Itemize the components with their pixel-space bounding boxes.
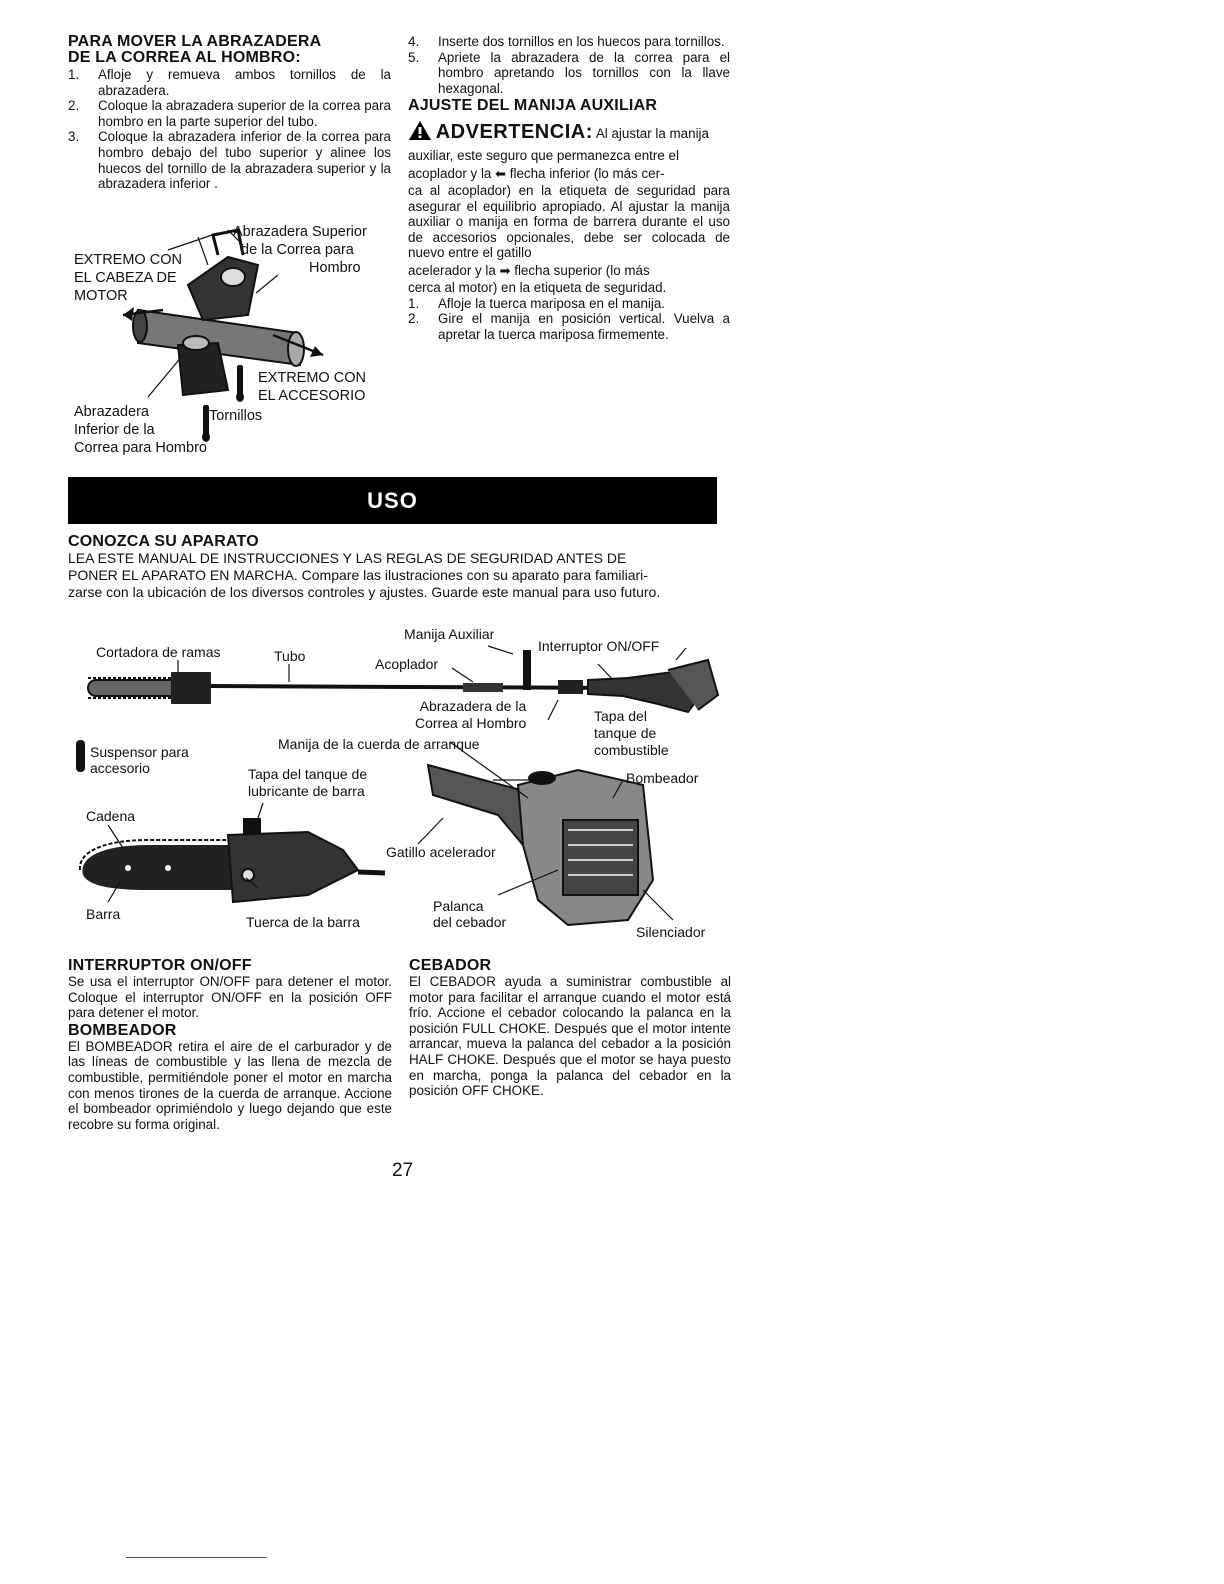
switch-text: Se usa el interruptor ON/OFF para detener el motor. Coloque el interruptor ON/OFF en la posición OFF para detener el motor. — [68, 974, 392, 1021]
know-line: PONER EL APARATO EN MARCHA. Compare las ilustraciones con su aparato para familiari- — [68, 567, 648, 583]
tool-figure — [68, 620, 748, 950]
warning-line: cerca al motor) en la etiqueta de seguridad. — [408, 279, 667, 295]
warning-line: auxiliar, este seguro que permanezca entre el — [408, 148, 679, 164]
banner-title: USO — [367, 488, 418, 513]
label-tapa-combustible: Tapa del tanque de combustible — [594, 708, 669, 758]
clamp-steps-continued — [408, 34, 730, 96]
label-cortadora: Cortadora de ramas — [96, 644, 221, 660]
label-lower-clamp: Abrazadera Inferior de la Correa para Hombro — [74, 404, 207, 456]
bottom-right-column — [409, 958, 731, 1099]
label-manija-aux: Manija Auxiliar — [404, 626, 495, 642]
know-line: LEA ESTE MANUAL DE INSTRUCCIONES Y LAS REGLAS DE SEGURIDAD ANTES DE — [68, 550, 627, 566]
arrow-left-icon: ⬅ — [495, 165, 507, 181]
right-top-column — [408, 34, 730, 342]
label-abrazadera: Abrazadera de la Correa al Hombro — [415, 698, 527, 731]
list-item: 5. Apriete la abrazadera de la correa para el hombro apretando los tornillos con la llave hexagonal. — [408, 49, 730, 96]
list-item: 2. Coloque la abrazadera superior de la correa para hombro en la parte superior del tubo. — [68, 98, 391, 129]
label-manija-cuerda: Manija de la cuerda de arranque — [278, 736, 480, 752]
label-accessory-end: EXTREMO CON EL ACCESORIO — [258, 370, 366, 404]
shoulder-clamp-steps — [68, 67, 391, 192]
footer-rule — [126, 1557, 267, 1558]
label-interruptor: Interruptor ON/OFF — [538, 638, 660, 654]
label-motor-end: EXTREMO CON EL CABEZA DE MOTOR — [74, 252, 182, 304]
know-your-unit-section — [68, 534, 748, 601]
warning-triangle-icon — [408, 120, 432, 148]
aux-handle-steps — [408, 296, 730, 343]
clamp-figure — [68, 215, 408, 460]
arrow-right-icon: ➡ — [499, 262, 511, 278]
know-line: zarse con la ubicación de los diversos controles y ajustes. Guarde este manual para uso futuro. — [68, 584, 661, 600]
list-item: 3. Coloque la abrazadera inferior de la correa para hombro debajo del tubo superior y alinee los huecos del tornillo de la abrazadera superior y la abrazadera inferior . — [68, 129, 391, 192]
choke-title: CEBADOR — [409, 957, 492, 974]
list-item: 1. Afloje la tuerca mariposa en el manija. — [408, 295, 666, 311]
list-item: 1. Afloje y remueva ambos tornillos de la abrazadera. — [68, 67, 391, 98]
label-tapa-lubricante: Tapa del tanque de lubricante de barra — [248, 766, 368, 799]
warning-block — [408, 120, 730, 295]
label-bombeador: Bombeador — [626, 770, 699, 786]
label-silenciador: Silenciador — [636, 924, 706, 940]
label-tuerca: Tuerca de la barra — [246, 914, 360, 930]
shoulder-clamp-title-line2: DE LA CORREA AL HOMBRO: — [68, 49, 301, 66]
choke-text: El CEBADOR ayuda a suministrar combustible al motor para facilitar el arranque cuando el motor está frío. Accione el cebador colocando la palanca en la posición FULL CHOKE. Después que el motor intente arrancar, mueva la palanca del cebador a la posición HALF CHOKE. Después que el motor se haya puesto en marcha, ponga la palanca del cebador en la posición OFF CHOKE. — [409, 974, 731, 1099]
page-number: 27 — [392, 1160, 414, 1181]
label-barra: Barra — [86, 906, 121, 922]
switch-title: INTERRUPTOR ON/OFF — [68, 957, 252, 974]
warning-line: acoplador y la ⬅ flecha inferior (lo más cer- — [408, 165, 665, 181]
uso-banner — [68, 477, 717, 524]
warning-word: ADVERTENCIA: — [435, 121, 593, 144]
label-tubo: Tubo — [274, 648, 306, 664]
warning-line: acelerador y la ➡ flecha superior (lo más — [408, 262, 650, 278]
warning-line: ca al acoplador) en la etiqueta de seguridad para asegurar el equilibrio apropiado. Al ajustar la manija auxiliar o manija en forma de barrera durante el uso de accesorios opcionales, debe ser colocada de nuevo entre el gatillo — [408, 182, 730, 261]
primer-title: BOMBEADOR — [68, 1021, 177, 1039]
label-upper-clamp: Abrazadera Superior de la Correa para Hombro — [233, 224, 367, 276]
label-screws: Tornillos — [209, 408, 263, 424]
know-title: CONOZCA SU APARATO — [68, 533, 259, 550]
shoulder-clamp-section — [68, 34, 391, 192]
bottom-left-column — [68, 958, 392, 1132]
warning-lead: Al ajustar la manija — [595, 126, 709, 142]
label-suspensor: Suspensor para accesorio — [90, 744, 189, 776]
primer-text: El BOMBEADOR retira el aire de el carburador y de las líneas de combustible y las llena de mezcla de combustible, permitiéndole poner el motor en marcha con menos tirones de la cuerda de arranque. Accione el bombeador oprimiéndolo y luego dejando que este recobre su forma original. — [68, 1038, 392, 1132]
aux-handle-title: AJUSTE DEL MANIJA AUXILIAR — [408, 97, 658, 115]
list-item: 4. Inserte dos tornillos en los huecos para tornillos. — [408, 34, 725, 49]
label-gatillo: Gatillo acelerador — [386, 844, 496, 860]
shoulder-clamp-title-line1: PARA MOVER LA ABRAZADERA — [68, 33, 322, 50]
list-item: 2. Gire el manija en posición vertical. Vuelva a apretar la tuerca mariposa firmemente. — [408, 311, 730, 342]
label-cadena: Cadena — [86, 808, 136, 824]
label-acoplador: Acoplador — [375, 656, 439, 672]
label-palanca: Palanca del cebador — [433, 898, 507, 930]
